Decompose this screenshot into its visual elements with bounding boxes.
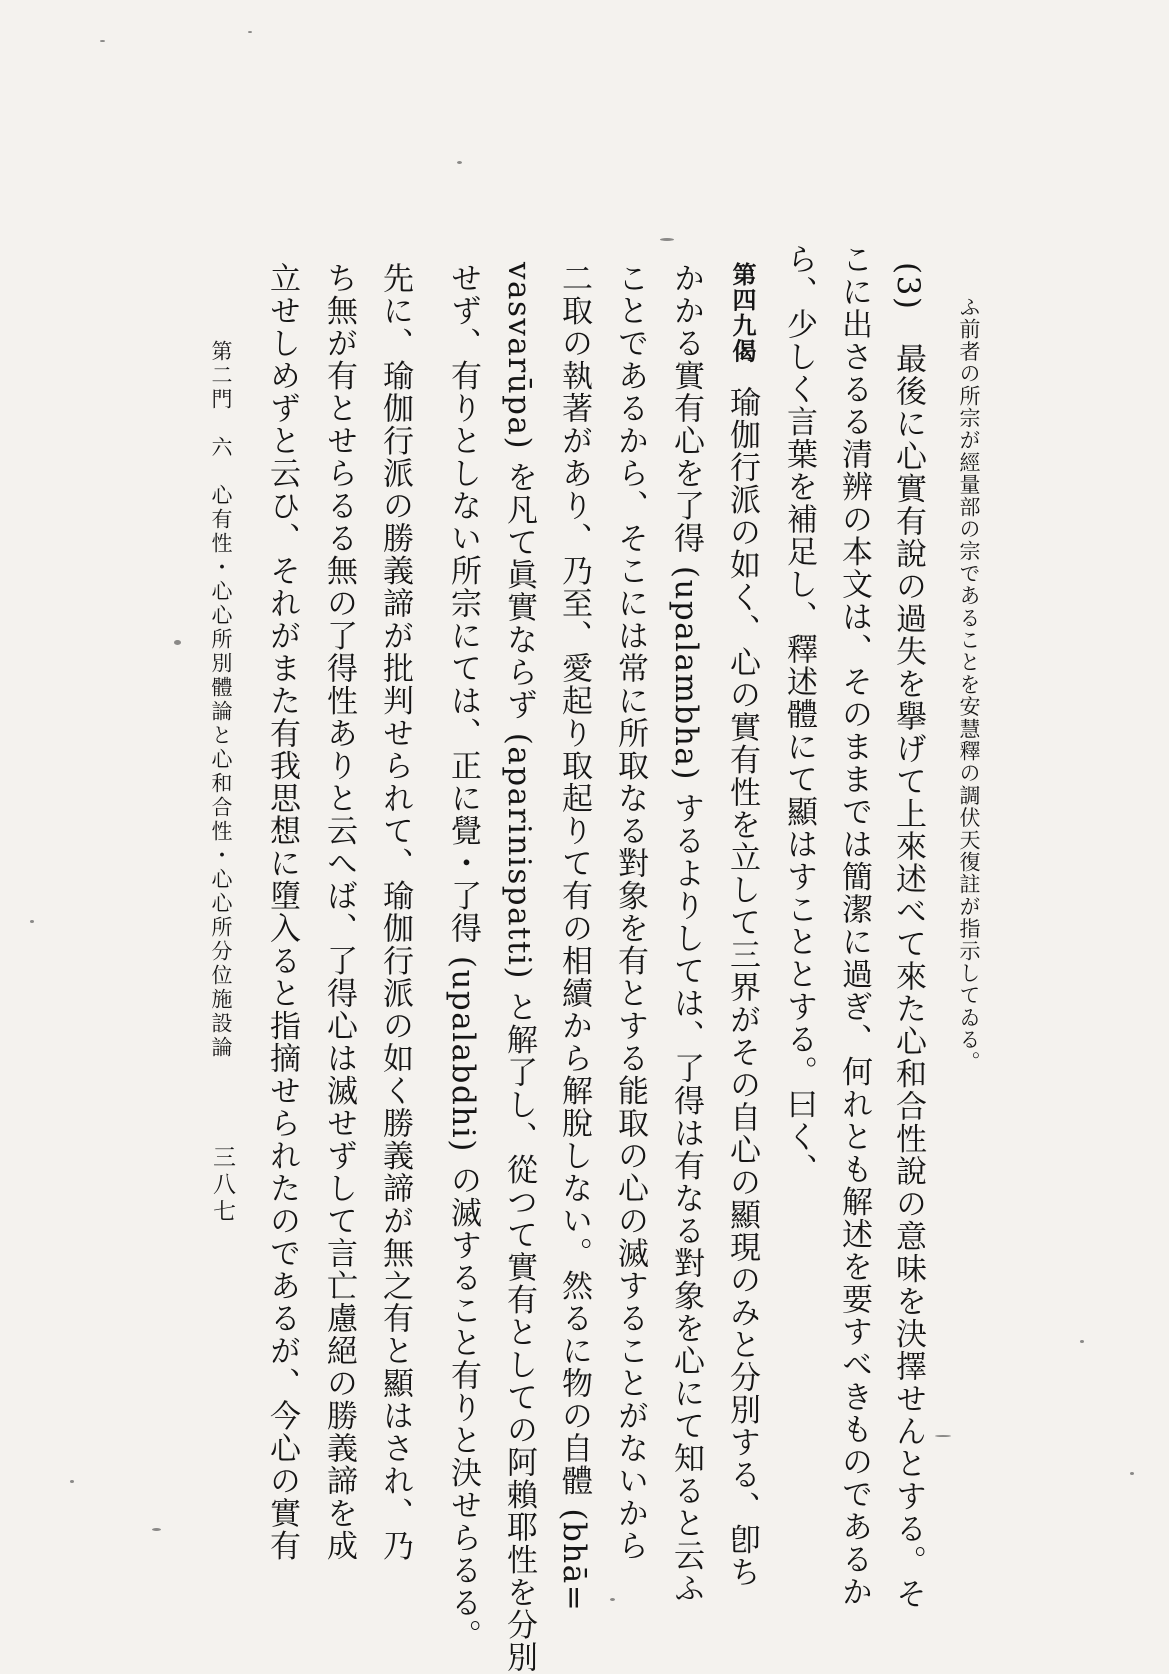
scan-speck (152, 1528, 161, 1531)
text-line-10: せず、有りとしない所宗にては、正に覺・了得 (upalabdhi) の滅すること有りと決せらるる。 (445, 262, 481, 1652)
text-line-7: ことであるから、そこには常に所取なる對象を有とする能取の心の滅することがないから (612, 262, 648, 1562)
text-line-8: 二取の執著があり、乃至、愛起り取起りて有の相續から解脫しない。然るに物の自體 (bhā= (556, 262, 592, 1613)
scan-speck (70, 1480, 74, 1483)
scan-speck (30, 920, 34, 923)
scan-speck (248, 31, 252, 33)
scan-speck (100, 40, 105, 42)
scan-speck (610, 1598, 615, 1601)
page-number: 三八七 (209, 1145, 235, 1226)
scan-speck (660, 238, 674, 241)
verse-label: 第四九偈 (728, 262, 757, 364)
text-line-13: 立せしめずと云ひ、それがまた有我思想に墮入ると指摘せられたのであるが、今心の實有 (264, 262, 300, 1562)
text-line-12: ち無が有とせらるる無の了得性ありと云へば、了得心は滅せずして言亡慮絕の勝義諦を成 (321, 262, 357, 1562)
text-line-5 (724, 262, 760, 1589)
scan-speck (174, 640, 181, 645)
text-line-11: 先に、瑜伽行派の勝義諦が批判せられて、瑜伽行派の如く勝義諦が無之有と顯はされ、乃 (377, 262, 413, 1562)
text-line-9: vasvarūpa) を凡て眞實ならず (aparinispatti) と解了し、從つて實有としての阿賴耶性を分別 (501, 262, 537, 1674)
scan-speck (457, 161, 462, 164)
scan-speck (1080, 1340, 1084, 1343)
text-line-3: こに出さるる清辨の本文は、そのままでは簡潔に過ぎ、何れとも解述を要すべきものであるか (836, 243, 872, 1608)
scan-speck (1130, 1472, 1134, 1475)
verse-text: 瑜伽行派の如く、心の實有性を立して三界がその自心の顯現のみと分別する、卽ち (724, 386, 760, 1589)
scan-speck (935, 1435, 951, 1437)
text-line-6: かかる實有心を了得 (upalambha) するよりしては、了得は有なる對象を心にて知ると云ふ (668, 262, 704, 1605)
running-footer: 第二門 六 心有性・心心所別體論と心和合性・心心所分位施設論 (209, 340, 233, 1060)
text-line-1: ふ前者の所宗が經量部の宗であることを安慧釋の調伏天復註が指示してゐる。 (957, 296, 981, 1073)
text-line-4: ら、少しく言葉を補足し、釋述體にて顯はすこととする。曰く、 (781, 243, 817, 1186)
text-line-2: (3) 最後に心實有說の過失を擧げて上來述べて來た心和合性說の意味を決擇せんとする。そ (890, 262, 926, 1611)
